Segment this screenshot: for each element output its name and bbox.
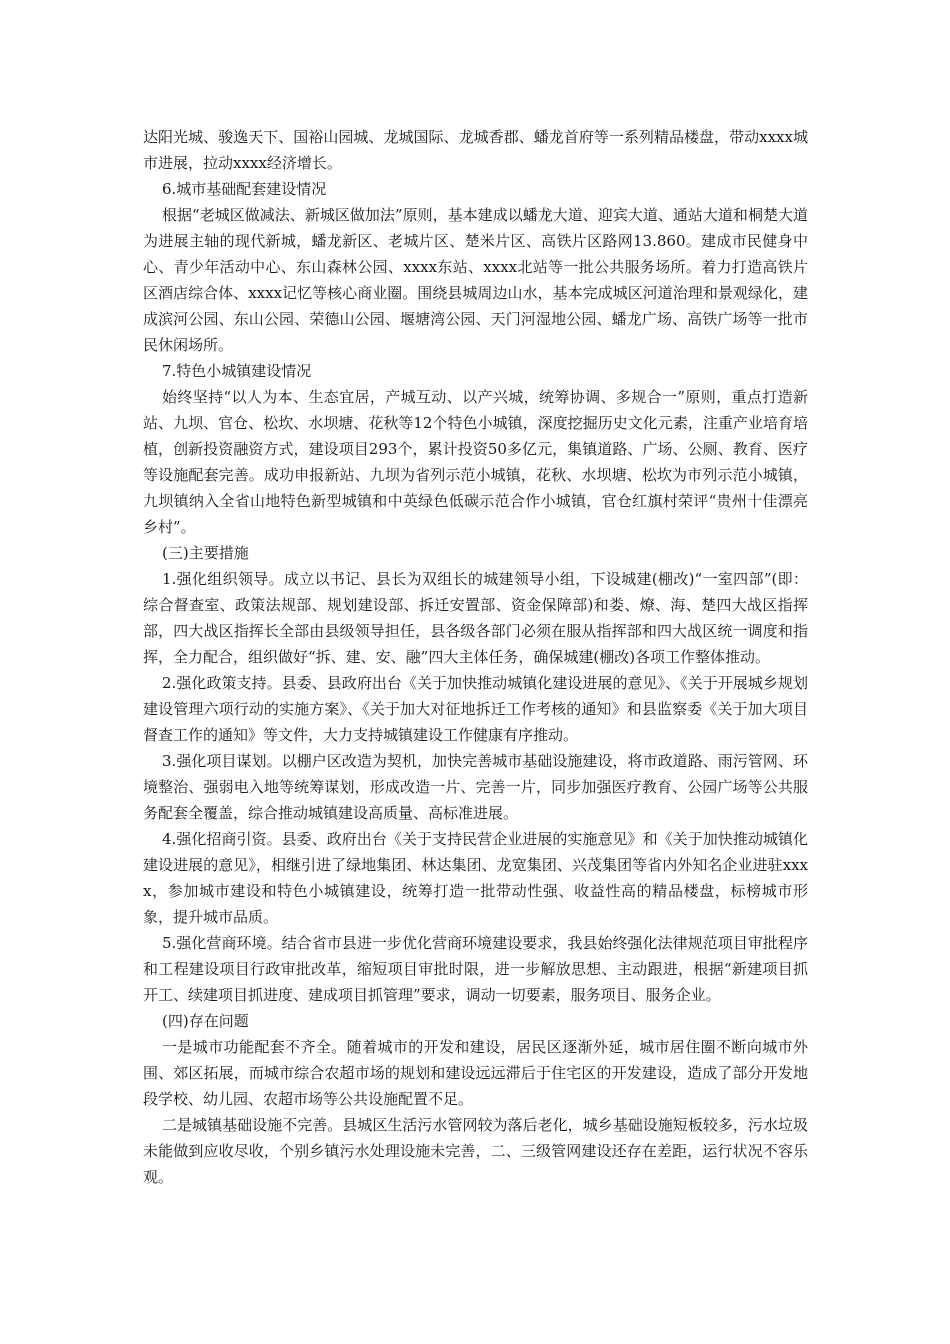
section-heading-7: 7.特色小城镇建设情况	[162, 362, 312, 380]
paragraph-measure-2: 2.强化政策支持。县委、县政府出台《关于加快推动城镇化建设进展的意见》、《关于开展城乡规划建设管理六项行动的实施方案》、《关于加大对征地拆迁工作考核的通知》和县监察委《关于加大项目督查工作的通知》等文件，大力支持城镇建设工作健康有序推动。	[143, 674, 808, 744]
section-heading-problems: (四)存在问题	[162, 1012, 249, 1030]
section-heading-6: 6.城市基础配套建设情况	[162, 180, 327, 198]
paragraph-measure-3: 3.强化项目谋划。以棚户区改造为契机，加快完善城市基础设施建设，将市政道路、雨污管网、环境整治、强弱电入地等统筹谋划，形成改造一片、完善一片，同步加强医疗教育、公园广场等公共服务配套全覆盖，综合推动城镇建设高质量、高标准进展。	[143, 752, 808, 822]
paragraph-problem-2: 二是城镇基础设施不完善。县城区生活污水管网较为落后老化，城乡基础设施短板较多，污水垃圾未能做到应收尽收，个别乡镇污水处理设施未完善，二、三级管网建设还存在差距，运行状况不容乐观。	[143, 1116, 808, 1186]
section-heading-measures: (三)主要措施	[162, 544, 249, 562]
document-body	[143, 124, 808, 1190]
paragraph-continuation: 达阳光城、骏逸天下、国裕山园城、龙城国际、龙城香郡、蟠龙首府等一系列精品楼盘，带动xxxx城市进展，拉动xxxx经济增长。	[143, 128, 808, 172]
paragraph-infrastructure: 根据“老城区做减法、新城区做加法”原则，基本建成以蟠龙大道、迎宾大道、通站大道和桐楚大道为进展主轴的现代新城，蟠龙新区、老城片区、楚米片区、高铁片区路网13.860。建成市民健身中心、青少年活动中心、东山森林公园、xxxx东站、xxxx北站等一批公共服务场所。着力打造高铁片区酒店综合体、xxxx记忆等核心商业圈。围绕县城周边山水，基本完成城区河道治理和景观绿化，建成滨河公园、东山公园、荣德山公园、堰塘湾公园、天门河湿地公园、蟠龙广场、高铁广场等一批市民休闲场所。	[143, 206, 808, 354]
paragraph-problem-1: 一是城市功能配套不齐全。随着城市的开发和建设，居民区逐渐外延，城市居住圈不断向城市外围、郊区拓展，而城市综合农超市场的规划和建设远远滞后于住宅区的开发建设，造成了部分开发地段学校、幼儿园、农超市场等公共设施配置不足。	[143, 1038, 808, 1108]
paragraph-measure-1: 1.强化组织领导。成立以书记、县长为双组长的城建领导小组，下设城建(棚改)“一室四部”(即：综合督查室、政策法规部、规划建设部、拆迁安置部、资金保障部)和娄、燎、海、楚四大战区指挥部，四大战区指挥长全部由县级领导担任，县各级各部门必须在服从指挥部和四大战区统一调度和指挥，全力配合，组织做好“拆、建、安、融”四大主体任务，确保城建(棚改)各项工作整体推动。	[143, 570, 808, 666]
paragraph-measure-4: 4.强化招商引资。县委、政府出台《关于支持民营企业进展的实施意见》和《关于加快推动城镇化建设进展的意见》，相继引进了绿地集团、林达集团、龙宽集团、兴茂集团等省内外知名企业进驻xxxx，参加城市建设和特色小城镇建设，统筹打造一批带动性强、收益性高的精品楼盘，标榜城市形象，提升城市品质。	[143, 830, 808, 926]
paragraph-small-towns: 始终坚持“以人为本、生态宜居，产城互动、以产兴城，统筹协调、多规合一”原则，重点打造新站、九坝、官仓、松坎、水坝塘、花秋等12个特色小城镇，深度挖掘历史文化元素，注重产业培育培植，创新投资融资方式，建设项目293个，累计投资50多亿元，集镇道路、广场、公厕、教育、医疗等设施配套完善。成功申报新站、九坝为省列示范小城镇，花秋、水坝塘、松坎为市列示范小城镇，九坝镇纳入全省山地特色新型城镇和中英绿色低碳示范合作小城镇，官仓红旗村荣评“贵州十佳漂亮乡村”。	[143, 388, 808, 536]
paragraph-measure-5: 5.强化营商环境。结合省市县进一步优化营商环境建设要求，我县始终强化法律规范项目审批程序和工程建设项目行政审批改革，缩短项目审批时限，进一步解放思想、主动跟进，根据“新建项目抓开工、续建项目抓进度、建成项目抓管理”要求，调动一切要素，服务项目、服务企业。	[143, 934, 808, 1004]
